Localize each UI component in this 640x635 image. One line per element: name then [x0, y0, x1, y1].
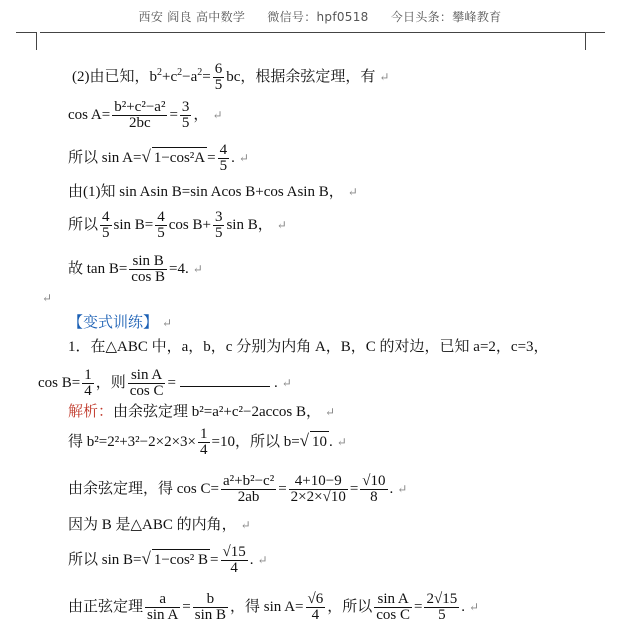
header-org: 西安 阎良 高中数学 [138, 10, 246, 24]
margin-corner-right [585, 32, 586, 50]
text: 得 b²=2²+3²−2×2×3× [68, 433, 196, 450]
text: . [389, 480, 394, 497]
header-rule [40, 32, 585, 33]
question-line-1 [68, 337, 549, 357]
sqrt: 10 [310, 431, 329, 452]
solution-line-4: 由(1)知 sin Asin B=sin Acos B+cos Asin B， ↵ [68, 184, 358, 200]
margin-corner-right-h [585, 32, 605, 33]
margin-corner-left-h [16, 32, 36, 33]
fraction: $\frac{4}{5}$ [102, 209, 110, 241]
answer-line-6: 由正弦定理 $\frac{a}{\text{sin A}}$ = $\frac{b}{\text{sin B}}$ ，得 sin A= $\frac{√6}{4}$ ，所以 $\frac{\text{sin A}}{\text{cos C}}$ = $\frac{2√15}{5}$ . ↵ [68, 591, 480, 623]
fraction: $\frac{b}{\text{sin B}}$ [194, 591, 227, 623]
text: ，所以 [327, 598, 373, 615]
text: cos A= [68, 106, 111, 123]
fraction: $\frac{\text{sin A}}{\text{cos C}}$ [129, 367, 164, 399]
text: 由正弦定理 [68, 598, 144, 615]
solution-line-5: 所以 $\frac{4}{5}$ sin B= $\frac{4}{5}$ cos B+ $\frac{3}{5}$ sin B， ↵ [68, 209, 287, 241]
fraction: $\frac{3}{5}$ [214, 209, 223, 241]
fraction: $\frac{4}{5}$ [157, 209, 165, 241]
fraction: $\frac{a}{\text{sin A}}$ [147, 591, 179, 623]
text: = [167, 374, 176, 391]
text: . [231, 149, 235, 166]
header-toutiao: 今日头条：攀峰教育 [390, 10, 502, 24]
text: −a [182, 68, 198, 85]
fraction: $\frac{\text{sin A}}{\text{cos C}}$ [376, 591, 410, 623]
header-wechat: 微信号：hpf0518 [267, 10, 369, 24]
text: 故 tan B= [68, 260, 128, 277]
section-title: 【变式训练】 ↵ [68, 315, 173, 331]
solution-line-1: (2)由已知，$b^2+c^2-a^2=$ $\frac{6}{5}$ bc，根据余弦定理，有 ↵ [72, 61, 390, 93]
margin-corner-left [36, 32, 37, 50]
text: sin B= [113, 216, 154, 233]
text: = [210, 551, 219, 568]
fraction: $\frac{3}{5}$ [181, 99, 190, 131]
text: (2)由已知，b [72, 68, 157, 85]
answer-line-2: 得 b²=2²+3²−2×2×3× $\frac{1}{4}$ =10，所以 b=√ 10 . ↵ [68, 426, 347, 458]
text: =10，所以 b= [211, 433, 300, 450]
text: 由余弦定理，得 cos C= [68, 480, 219, 497]
text: ， [193, 106, 209, 123]
solution-line-2: cos A= $\frac{\text{b²+c²−a²}}{2bc}$ = $\frac{3}{5}$ ， ↵ [68, 99, 223, 131]
fraction: $\frac{6}{5}$ [214, 61, 223, 93]
text: . [329, 433, 333, 450]
text: = [182, 598, 191, 615]
text: +c [162, 68, 178, 85]
answer-blank [180, 372, 270, 387]
fraction: $\frac{1}{4}$ [200, 426, 208, 458]
fraction: $\frac{\text{a²+b²−c²}}{2ab}$ [222, 473, 275, 505]
empty-paragraph: ↵ [42, 291, 53, 305]
fraction: $\frac{√10}{8}$ [362, 473, 386, 505]
answer-line-1: 解析：由余弦定理 b²=a²+c²−2accos B， ↵ [68, 404, 336, 420]
text: = [169, 106, 178, 123]
solution-line-6: 故 tan B= $\frac{\text{sin B}}{\text{cos B}}$ =4. ↵ [68, 253, 203, 285]
question-line-2: cos B= $\frac{1}{4}$ ，则 $\frac{\text{sin A}}{\text{cos C}}$ = . ↵ [38, 367, 292, 399]
answer-line-4: 因为 B 是△ABC 的内角， ↵ [68, 517, 251, 533]
fraction: $\frac{\text{sin B}}{\text{cos B}}$ [131, 253, 166, 285]
text: = [278, 480, 287, 497]
text: =4. [169, 260, 189, 277]
text: ，则 [95, 374, 126, 391]
text: 所以 [68, 216, 99, 233]
text: 所以 sin A= [68, 149, 142, 166]
sqrt: 1−cos²A [152, 147, 207, 168]
text: 所以 sin B= [68, 551, 142, 568]
sqrt: 1−cos² B [152, 549, 210, 570]
text: = [207, 149, 216, 166]
solution-line-3: 所以 sin A=√ 1−cos²A = $\frac{4}{5}$ . ↵ [68, 142, 249, 174]
page-header [0, 8, 640, 25]
fraction: $\frac{4}{5}$ [219, 142, 228, 174]
answer-line-5: 所以 sin B=√ 1−cos² B = $\frac{√15}{4}$ . ↵ [68, 544, 268, 576]
fraction: $\frac{4+10-9}{2\times 2\times√10}$ [290, 473, 346, 505]
text: . [461, 598, 465, 615]
text: bc，根据余弦定理，有 [226, 68, 376, 85]
text: 【变式训练】 [68, 315, 159, 331]
text: = [414, 598, 423, 615]
text: 因为 B 是△ABC 的内角， [68, 517, 237, 533]
fraction: $\frac{\text{b²+c²−a²}}{2bc}$ [114, 99, 166, 131]
answer-line-3: 由余弦定理，得 cos C= $\frac{\text{a²+b²−c²}}{2ab}$ = $\frac{4+10-9}{2\times 2\times√10}$ = $\frac{√10}{8}$ . ↵ [68, 473, 408, 505]
text: 由余弦定理 b²=a²+c²−2accos B， [113, 404, 322, 420]
text: . [249, 551, 254, 568]
fraction: $\frac{√6}{4}$ [307, 591, 324, 623]
analysis-label: 解析： [68, 404, 114, 420]
fraction: $\frac{1}{4}$ [84, 367, 92, 399]
text: 由(1)知 sin Asin B=sin Acos B+cos Asin B， [68, 184, 344, 200]
text: ，得 sin A= [230, 598, 304, 615]
text: sin B， [226, 216, 273, 233]
text: cos B= [38, 374, 81, 391]
fraction: $\frac{√15}{4}$ [222, 544, 246, 576]
text: . [273, 374, 278, 391]
text: = [349, 480, 359, 497]
fraction: $\frac{2√15}{5}$ [426, 591, 458, 623]
text: cos B+ [168, 216, 211, 233]
text: 1．在△ABC 中，a，b，c 分别为内角 A，B，C 的对边，已知 a=2，c=3， [68, 339, 549, 355]
text: = [202, 68, 211, 85]
